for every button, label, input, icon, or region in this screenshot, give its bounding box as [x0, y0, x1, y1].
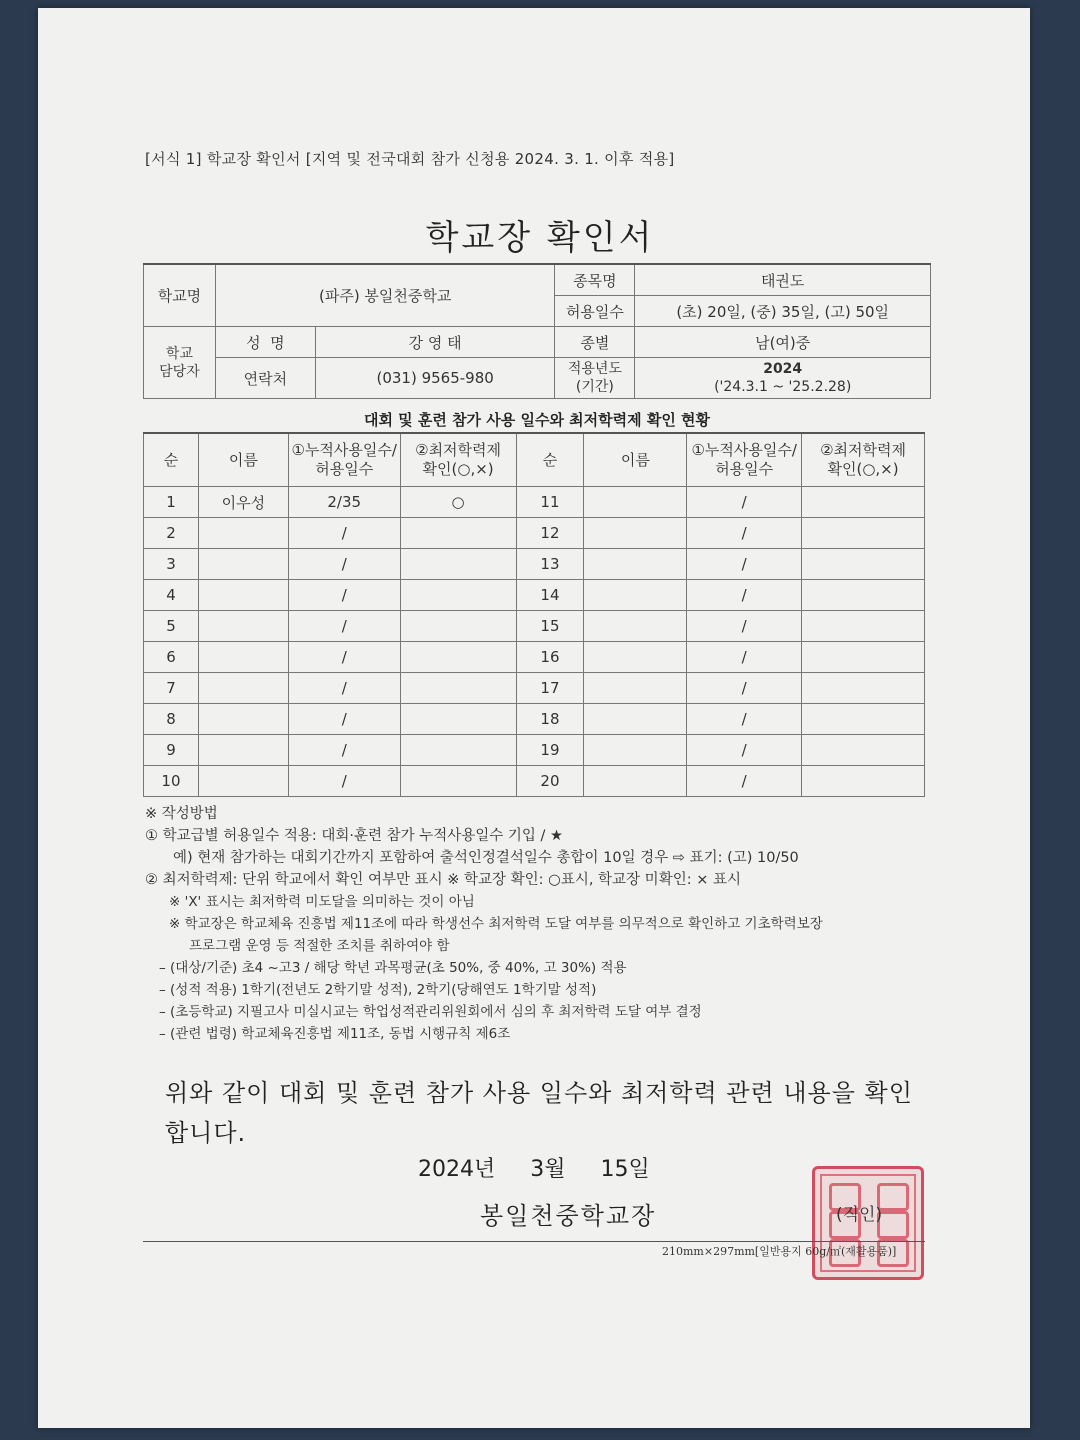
col-no: 순: [144, 433, 199, 487]
row-check: [400, 704, 516, 735]
row-no: 15: [516, 611, 584, 642]
note-detail-3: – (초등학교) 지필고사 미실시교는 학업성적관리위원회에서 심의 후 최저학력 도달 여부 결정: [159, 1004, 702, 1020]
row-days: /: [687, 580, 802, 611]
status-table: [143, 432, 925, 797]
row-days: 2/35: [288, 487, 400, 518]
row-days: /: [288, 735, 400, 766]
year-label: 적용년도 (기간): [555, 358, 635, 399]
row-check: [802, 704, 925, 735]
document-date: [418, 1152, 678, 1183]
row-no: 3: [144, 549, 199, 580]
row-check: [802, 735, 925, 766]
row-days: /: [687, 735, 802, 766]
row-days: /: [687, 549, 802, 580]
row-name: [198, 611, 288, 642]
row-name: [584, 642, 687, 673]
table-row: [144, 518, 925, 549]
info-table: [143, 263, 931, 399]
row-check: [802, 673, 925, 704]
col-no: 순: [516, 433, 584, 487]
gender-value: 남(여)중: [635, 327, 931, 358]
row-name: 이우성: [198, 487, 288, 518]
col-days: ①누적사용일수/ 허용일수: [288, 433, 400, 487]
row-name: [198, 766, 288, 797]
row-days: /: [687, 766, 802, 797]
col-name: 이름: [584, 433, 687, 487]
row-no: 4: [144, 580, 199, 611]
row-check: [802, 766, 925, 797]
row-name: [198, 673, 288, 704]
row-name: [584, 487, 687, 518]
note-1: ① 학교급별 허용일수 적용: 대회·훈련 참가 누적사용일수 기입 / ★: [145, 828, 564, 844]
row-days: /: [288, 611, 400, 642]
row-days: /: [687, 673, 802, 704]
contact-value: (031) 9565-980: [315, 358, 555, 399]
paper-spec-note: 210mm×297mm[일반용지 60g/㎡(재활용품)]: [662, 1245, 897, 1258]
note-detail-1: – (대상/기준) 초4 ~고3 / 해당 학년 과목평균(초 50%, 중 40%, 고 30%) 적용: [159, 960, 627, 976]
row-check: [400, 766, 516, 797]
name-label: 성 명: [215, 327, 315, 358]
row-check: [802, 487, 925, 518]
row-days: /: [288, 704, 400, 735]
row-no: 7: [144, 673, 199, 704]
row-name: [198, 642, 288, 673]
note-2: ② 최저학력제: 단위 학교에서 확인 여부만 표시 ※ 학교장 확인: ○표시, 학교장 미확인: × 표시: [145, 872, 741, 888]
table-row: [144, 766, 925, 797]
col-name: 이름: [198, 433, 288, 487]
table-row: [144, 735, 925, 766]
row-name: [584, 549, 687, 580]
row-check: [400, 518, 516, 549]
row-no: 17: [516, 673, 584, 704]
note-2-a: ※ 'X' 표시는 최저학력 미도달을 의미하는 것이 아님: [169, 894, 475, 910]
row-no: 16: [516, 642, 584, 673]
name-value: 강 영 태: [315, 327, 555, 358]
table-row: [144, 704, 925, 735]
row-no: 6: [144, 642, 199, 673]
document-title: 학교장 확인서: [425, 218, 655, 258]
row-days: /: [687, 487, 802, 518]
row-check: [400, 611, 516, 642]
row-check: [802, 518, 925, 549]
note-1-example: 예) 현재 참가하는 대회기간까지 포함하여 출석인정결석일수 총합이 10일 경우 ⇨ 표기: (고) 10/50: [173, 850, 799, 866]
row-days: /: [687, 611, 802, 642]
signer-name: 봉일천중학교장: [480, 1202, 657, 1230]
table-row: [144, 642, 925, 673]
row-days: /: [288, 580, 400, 611]
row-days: /: [288, 642, 400, 673]
row-no: 10: [144, 766, 199, 797]
date-day: 15일: [600, 1157, 650, 1182]
row-no: 19: [516, 735, 584, 766]
row-days: /: [288, 673, 400, 704]
row-check: [802, 549, 925, 580]
row-name: [584, 611, 687, 642]
row-name: [584, 518, 687, 549]
col-academic: ②최저학력제 확인(○,×): [400, 433, 516, 487]
footer-divider: [143, 1241, 925, 1242]
row-days: /: [687, 518, 802, 549]
row-check: ○: [400, 487, 516, 518]
days-label: 허용일수: [555, 296, 635, 327]
contact-label: 연락처: [215, 358, 315, 399]
row-no: 5: [144, 611, 199, 642]
status-title: 대회 및 훈련 참가 사용 일수와 최저학력제 확인 현황: [363, 411, 711, 429]
table-row: [144, 580, 925, 611]
row-check: [400, 735, 516, 766]
row-no: 11: [516, 487, 584, 518]
note-detail-2: – (성적 적용) 1학기(전년도 2학기말 성적), 2학기(당해연도 1학기말 성적): [159, 982, 597, 998]
row-check: [400, 642, 516, 673]
row-no: 9: [144, 735, 199, 766]
row-days: /: [687, 642, 802, 673]
row-name: [584, 580, 687, 611]
row-no: 18: [516, 704, 584, 735]
row-check: [802, 580, 925, 611]
row-name: [198, 549, 288, 580]
note-detail-4: – (관련 법령) 학교체육진흥법 제11조, 동법 시행규칙 제6조: [159, 1026, 511, 1042]
row-no: 12: [516, 518, 584, 549]
row-no: 1: [144, 487, 199, 518]
table-row: [144, 549, 925, 580]
row-no: 13: [516, 549, 584, 580]
row-check: [802, 611, 925, 642]
row-name: [584, 704, 687, 735]
table-row: [144, 673, 925, 704]
row-check: [802, 642, 925, 673]
school-label: 학교명: [144, 264, 216, 327]
row-days: /: [288, 518, 400, 549]
date-month: 3월: [530, 1157, 566, 1182]
sport-label: 종목명: [555, 264, 635, 296]
row-no: 8: [144, 704, 199, 735]
gender-label: 종별: [555, 327, 635, 358]
row-no: 20: [516, 766, 584, 797]
row-check: [400, 673, 516, 704]
period-value: ('24.3.1 ~ '25.2.28): [714, 379, 852, 395]
row-days: /: [687, 704, 802, 735]
days-value: (초) 20일, (중) 35일, (고) 50일: [635, 296, 931, 327]
row-name: [198, 704, 288, 735]
manager-label: 학교 담당자: [144, 327, 216, 399]
seal-mark: (직인): [836, 1205, 883, 1225]
row-name: [584, 735, 687, 766]
row-check: [400, 549, 516, 580]
date-year: 2024년: [418, 1157, 496, 1182]
year-value: 2024: [763, 361, 803, 377]
form-label: [서식 1] 학교장 확인서 [지역 및 전국대회 참가 신청용 2024. 3. 1. 이후 적용]: [145, 150, 675, 168]
note-2-b2: 프로그램 운영 등 적절한 조치를 취하여야 함: [189, 938, 450, 954]
row-name: [198, 580, 288, 611]
confirm-text: 위와 같이 대회 및 훈련 참가 사용 일수와 최저학력 관련 내용을 확인합니다.: [165, 1079, 913, 1147]
year-cell: [635, 358, 931, 399]
row-days: /: [288, 549, 400, 580]
sport-value: 태권도: [635, 264, 931, 296]
row-name: [584, 673, 687, 704]
notes-section: [145, 803, 935, 1045]
col-academic: ②최저학력제 확인(○,×): [802, 433, 925, 487]
notes-heading: ※ 작성방법: [145, 806, 218, 822]
row-no: 2: [144, 518, 199, 549]
note-2-b: ※ 학교장은 학교체육 진흥법 제11조에 따라 학생선수 최저학력 도달 여부를 의무적으로 확인하고 기초학력보장: [169, 916, 823, 932]
row-days: /: [288, 766, 400, 797]
school-value: (파주) 봉일천중학교: [215, 264, 555, 327]
col-days: ①누적사용일수/ 허용일수: [687, 433, 802, 487]
row-check: [400, 580, 516, 611]
row-name: [198, 735, 288, 766]
row-name: [584, 766, 687, 797]
table-row: [144, 487, 925, 518]
row-no: 14: [516, 580, 584, 611]
row-name: [198, 518, 288, 549]
table-row: [144, 611, 925, 642]
